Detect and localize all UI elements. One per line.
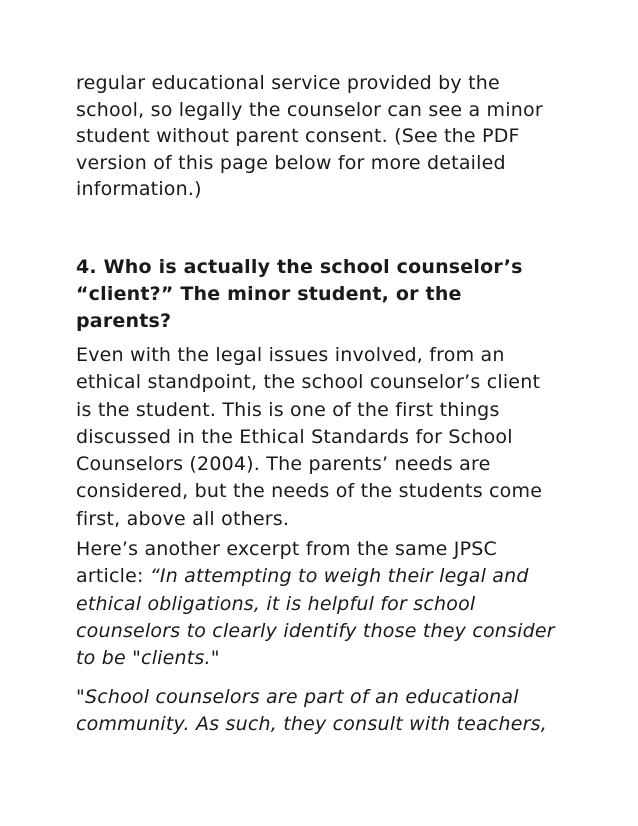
question-heading: 4. Who is actually the school counselor’s “client?” The minor student, or the parents? — [76, 256, 523, 332]
closing-quote: "School counselors are part of an educational community. As such, they consult with teachers, — [76, 686, 547, 736]
answer-paragraph: Even with the legal issues involved, from an ethical standpoint, the school counselor’s client is the student. This is one of the first things discussed in the Ethical Standards for School Counselors (2004). The parents’ needs are considered, but the needs of the students come first, above all others. — [76, 344, 543, 530]
closing-quote-paragraph — [76, 684, 556, 739]
lead-paragraph: regular educational service provided by the school, so legally the counselor can see a minor student without parent consent. (See the PDF version of this page below for more detailed information.) — [76, 72, 543, 200]
excerpt-quote: “In attempting to weigh their legal and ethical obligations, it is helpful for school counselors to clearly identify those they consider to be "clients." — [76, 565, 555, 670]
excerpt-paragraph — [76, 536, 556, 672]
excerpt-intro: Here’s another excerpt from the same JPSC article: — [76, 538, 497, 588]
